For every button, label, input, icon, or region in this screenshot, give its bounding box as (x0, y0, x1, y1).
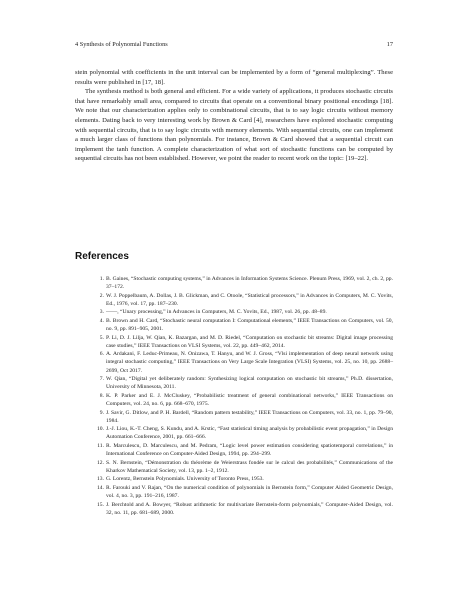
section-title: 4 Synthesis of Polynomial Functions (75, 41, 168, 48)
reference-number: 4. (99, 317, 104, 324)
reference-text: B. Gaines, “Stochastic computing systems,” in Advances in Information Systems Science. Plenum Press, 1969, vol. 2, ch. 2, pp. 37–172. (106, 276, 393, 291)
reference-item (75, 292, 393, 308)
reference-text: J. Berchtold and A. Bowyer, “Robust arithmetic for multivariate Bernstein-form polynomials,” Computer-Aided Design, vol. 32, no. 11, pp. 681–689, 2000. (106, 501, 393, 516)
reference-text: A. Ardakani, F. Leduc-Primeau, N. Onizawa, T. Hanyu, and W. J. Gross, “Vlsi implementation of deep neural network using integral stochastic computing,” IEEE Transactions on Very Large Scale Integration (VLSI) Systems, vol. 25, no. 10, pp. 2688–2699, Oct 2017. (106, 351, 393, 374)
reference-number: 15. (97, 501, 104, 508)
reference-text: W. J. Poppelbaum, A. Dollas, J. B. Glickman, and C. Otoole, “Statistical processors,” in Advances in Computers, M. C. Yovits, Ed., 1976, vol. 17, pp. 187–230. (106, 292, 393, 307)
paragraph: stein polynomial with coefficients in the unit interval can be implemented by a form of “general multiplexing”. These results were published in [17, 18]. (75, 69, 393, 86)
reference-item (75, 334, 393, 350)
reference-item (75, 475, 393, 483)
reference-text: R. Farouki and V. Rajan, “On the numerical condition of polynomials in Bernstein form,” Computer Aided Geometric Design, vol. 4, no. 3, pp. 191–216, 1987. (106, 484, 393, 499)
reference-item (75, 459, 393, 475)
reference-text: B. Brown and H. Card, “Stochastic neural computation I: Computational elements,” IEEE Transactions on Computers, vol. 50, no. 9, pp. 891–905, 2001. (106, 317, 393, 333)
reference-text: S. N. Bernstein, “Démonstration du théorème de Weierstrass fondée sur le calcul des probabilités,” Communications of the Kharkov Mathematical Society, vol. 13, pp. 1–2, 1912. (106, 459, 393, 474)
body-text (75, 68, 393, 164)
reference-text: J. Savir, G. Ditlow, and P. H. Bardell, “Random pattern testability,” IEEE Transactions on Computers, vol. 33, no. 1, pp. 79–90, 1984. (106, 409, 393, 424)
running-header (75, 40, 393, 50)
reference-text: W. Qian, “Digital yet deliberately random: Synthesizing logical computation on stochastic bit streams,” Ph.D. dissertation, University of Minnesota, 2011. (106, 376, 393, 391)
references-list (75, 275, 393, 517)
reference-text: K. P. Parker and E. J. McCluskey, “Probabilistic treatment of general combinational networks,” IEEE Transactions on Computers, vol. 24, no. 6, pp. 668–670, 1975. (106, 392, 393, 407)
reference-item (75, 392, 393, 408)
reference-number: 1. (99, 276, 104, 282)
reference-text: R. Marculescu, D. Marculescu, and M. Pedram, “Logic level power estimation considering spatiotemporal correlations,” in International Conference on Computer-Aided Design, 1994, pp. 294–299. (106, 442, 393, 457)
reference-item (75, 425, 393, 441)
reference-text: ——, “Unary processing,” in Advances in Computers, M. C. Yovits, Ed., 1987, vol. 26, pp. 48–89. (106, 309, 327, 316)
paragraph: The synthesis method is both general and efficient. For a wide variety of applications, it produces stochastic circuits that have remarkably small area, compared to circuits that operate on a conventional binary positional encodings [18]. We note that our characterization applies only to combinational circuits, that is to say logic circuits without memory elements. Dating back to very interesting work by Brown & Card [4], researchers have explored stochastic computing with sequential circuits, that is to say logic circuits with memory elements. With sequential circuits, one can implement a much larger class of functions than polynomials. For instance, Brown & Card showed that a sequential circuit can implement the tanh function. A complete characterization of what sort of stochastic functions can be computed by sequential circuits has not been established. However, we point the reader to recent work on the topic: [19–22]. (75, 88, 393, 163)
reference-number: 9. (99, 409, 104, 416)
reference-item (75, 409, 393, 425)
reference-number: 12. (97, 459, 104, 466)
reference-item (75, 501, 393, 517)
page-number: 17 (386, 41, 393, 48)
reference-number: 7. (99, 376, 104, 383)
reference-item (75, 484, 393, 500)
reference-number: 5. (99, 334, 104, 341)
reference-number: 3. (99, 309, 104, 316)
reference-item (75, 317, 393, 333)
reference-number: 13. (97, 476, 104, 483)
reference-number: 8. (99, 392, 104, 399)
references-heading: References (75, 251, 129, 262)
reference-number: 14. (97, 484, 104, 491)
reference-text: G. Lorentz, Bernstein Polynomials. University of Toronto Press, 1953. (106, 476, 264, 483)
reference-item (75, 275, 393, 291)
reference-item (75, 350, 393, 374)
reference-number: 11. (97, 442, 104, 449)
reference-text: P. Li, D. J. Lilja, W. Qian, K. Bazargan, and M. D. Riedel, “Computation on stochastic bit streams: Digital image processing case studies,” IEEE Transactions on VLSI Systems, vol. 22, pp. 449–462, 2014. (106, 334, 393, 349)
reference-number: 6. (99, 351, 104, 358)
reference-number: 10. (97, 426, 104, 433)
reference-item (75, 442, 393, 458)
reference-item (75, 308, 393, 316)
reference-number: 2. (99, 292, 104, 299)
reference-item (75, 375, 393, 391)
reference-text: J.-J. Liou, K.-T. Cheng, S. Kundu, and A. Krstic, “Fast statistical timing analysis by probabilistic event propagation,” in Design Automation Conference, 2001, pp. 661–666. (106, 426, 393, 441)
